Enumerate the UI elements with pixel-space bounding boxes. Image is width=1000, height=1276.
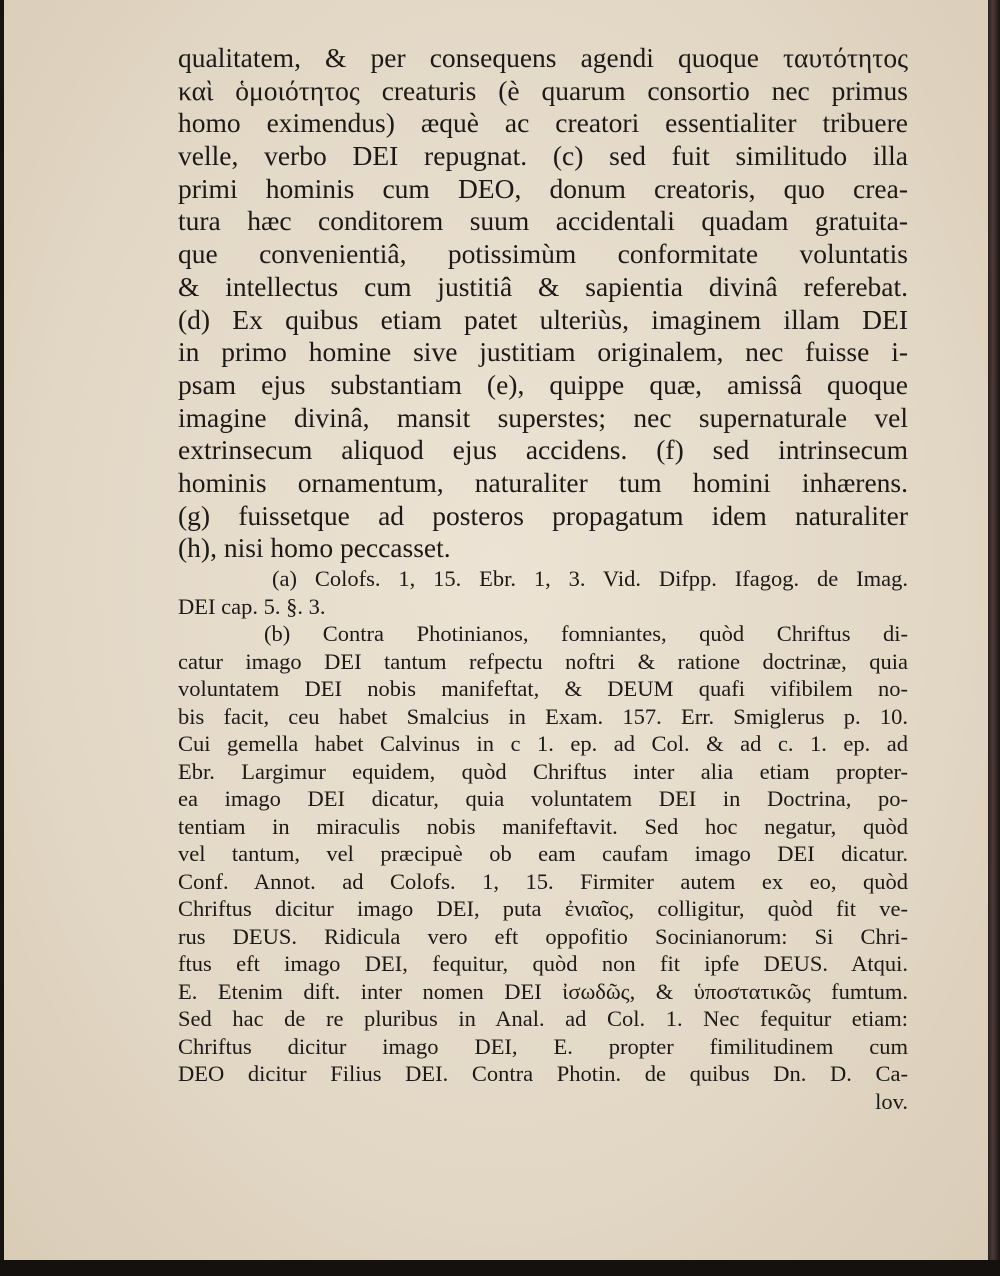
footnote-line: voluntatem DEI nobis manifeftat, & DEUM quafi vifibilem no- (178, 676, 908, 701)
footnote-line: Sed hac de re pluribus in Anal. ad Col. 1. Nec fequitur etiam: (178, 1006, 908, 1031)
text-line: qualitatem, & per consequens agendi quoque ταυτότητος (178, 42, 908, 73)
footnote-line: vel tantum, vel præcipuè ob eam caufam imago DEI dicatur. (178, 841, 908, 866)
catchword: lov. (875, 1088, 908, 1114)
text-line: & intellectus cum justitiâ & sapientia divinâ referebat. (178, 270, 908, 302)
text-line: (d) Ex quibus etiam patet ulteriùs, imaginem illam DEI (178, 303, 908, 335)
main-text (178, 42, 908, 565)
text-line: velle, verbo DEI repugnat. (c) sed fuit similitudo illa (178, 140, 908, 172)
text-block (178, 42, 908, 1115)
text-line: hominis ornamentum, naturaliter tum homini inhærens. (178, 466, 908, 498)
text-line: καὶ ὁμοιότητος creaturis (è quarum consortio nec primus (178, 74, 908, 106)
footnote-line: E. Etenim dift. inter nomen DEI ἰσωδῶς, & ὑποστατικῶς fumtum. (178, 978, 908, 1004)
text-line: (h), nisi homo peccasset. (178, 532, 451, 564)
text-line: homo eximendus) æquè ac creatori essentialiter tribuere (178, 107, 908, 139)
footnote-line: tentiam in miraculis nobis manifeftavit. Sed hoc negatur, quòd (178, 813, 908, 839)
book-page (4, 0, 992, 1260)
text-line: que convenientiâ, potissimùm conformitate voluntatis (178, 238, 908, 270)
footnote-line: Chriftus dicitur imago DEI, puta ἐνιαῖος, colligitur, quòd fit ve- (178, 896, 908, 921)
text-line: psam ejus substantiam (e), quippe quæ, amissâ quoque (178, 368, 908, 400)
footnote-line: bis facit, ceu habet Smalcius in Exam. 157. Err. Smiglerus p. 10. (178, 703, 908, 729)
page-edge-shadow (0, 1260, 1000, 1276)
footnote-line: Chriftus dicitur imago DEI, E. propter fimilitudinem cum (178, 1033, 908, 1059)
footnote-line: Conf. Annot. ad Colofs. 1, 15. Firmiter autem ex eo, quòd (178, 868, 908, 894)
footnote-line: DEI cap. 5. §. 3. (178, 593, 326, 619)
text-line: in primo homine sive justitiam originalem, nec fuisse i- (178, 336, 908, 368)
footnotes (178, 565, 908, 1115)
text-line: extrinsecum aliquod ejus accidens. (f) sed intrinsecum (178, 434, 908, 466)
footnote-line: Cui gemella habet Calvinus in c 1. ep. ad Col. & ad c. 1. ep. ad (178, 731, 908, 756)
footnote-line: DEO dicitur Filius DEI. Contra Photin. de quibus Dn. D. Ca- (178, 1061, 908, 1086)
text-line: primi hominis cum DEO, donum creatoris, quo crea- (178, 172, 908, 204)
footnote-line: ea imago DEI dicatur, quia voluntatem DEI in Doctrina, po- (178, 786, 908, 811)
footnote-line: Ebr. Largimur equidem, quòd Chriftus inter alia etiam propter- (178, 758, 908, 784)
footnote-line: (a) Colofs. 1, 15. Ebr. 1, 3. Vid. Difpp. Ifagog. de Imag. (272, 566, 908, 591)
footnote-line: rus DEUS. Ridicula vero eft oppofitio Socinianorum: Si Chri- (178, 923, 908, 949)
text-line: (g) fuissetque ad posteros propagatum idem naturaliter (178, 499, 908, 531)
footnote-line: catur imago DEI tantum refpectu noftri & ratione doctrinæ, quia (178, 648, 908, 674)
text-line: imagine divinâ, mansit superstes; nec supernaturale vel (178, 401, 908, 433)
book-spine (988, 0, 1000, 1276)
footnote-line: ftus eft imago DEI, fequitur, quòd non fit ipfe DEUS. Atqui. (178, 951, 908, 976)
footnote-line: (b) Contra Photinianos, fomniantes, quòd Chriftus di- (264, 621, 908, 646)
text-line: tura hæc conditorem suum accidentali quadam gratuita- (178, 205, 908, 237)
